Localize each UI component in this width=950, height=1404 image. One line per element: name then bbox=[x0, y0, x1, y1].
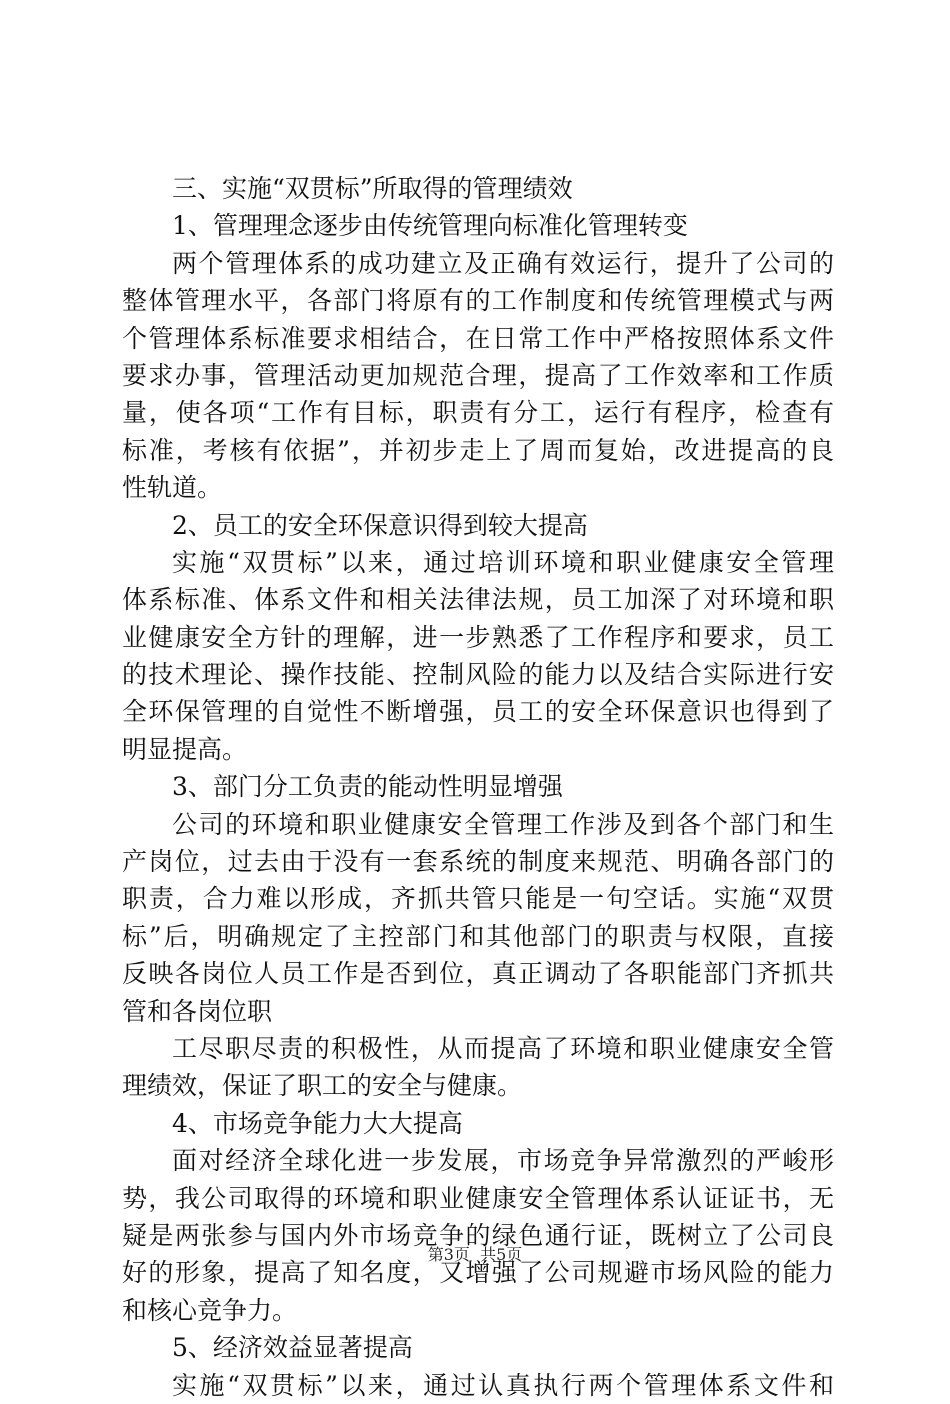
paragraph-line: 产岗位，过去由于没有一套系统的制度来规范、明确各部门的 bbox=[122, 847, 834, 877]
paragraph-line: 整体管理水平，各部门将原有的工作制度和传统管理模式与两 bbox=[122, 286, 834, 316]
paragraph-line: 业健康安全方针的理解，进一步熟悉了工作程序和要求，员工 bbox=[122, 622, 834, 652]
paragraph-first-line: 5、经济效益显著提高 bbox=[172, 1333, 413, 1363]
paragraph-first-line: 面对经济全球化进一步发展，市场竞争异常激烈的严峻形 bbox=[172, 1146, 834, 1176]
paragraph-line: 理绩效，保证了职工的安全与健康。 bbox=[122, 1071, 523, 1101]
paragraph-first-line: 公司的环境和职业健康安全管理工作涉及到各个部门和生 bbox=[172, 809, 834, 839]
paragraph-line: 标准，考核有依据”，并初步走上了周而复始，改进提高的良 bbox=[122, 435, 834, 465]
paragraph-line: 和核心竞争力。 bbox=[122, 1295, 298, 1325]
page-footer bbox=[0, 1243, 950, 1267]
paragraph-line: 标”后，明确规定了主控部门和其他部门的职责与权限，直接 bbox=[122, 921, 834, 951]
paragraph-line: 疑是两张参与国内外市场竞争的绿色通行证，既树立了公司良 bbox=[122, 1220, 834, 1250]
paragraph-line: 反映各岗位人员工作是否到位，真正调动了各职能部门齐抓共 bbox=[122, 959, 834, 989]
paragraph-line: 体系标准、体系文件和相关法律法规，员工加深了对环境和职 bbox=[122, 585, 834, 615]
paragraph-line: 职责，合力难以形成，齐抓共管只能是一句空话。实施“双贯 bbox=[122, 884, 834, 914]
paragraph-first-line: 工尽职尽责的积极性，从而提高了环境和职业健康安全管 bbox=[172, 1033, 834, 1063]
paragraph-first-line: 实施“双贯标”以来，通过认真执行两个管理体系文件和 bbox=[172, 1370, 834, 1400]
paragraph-first-line: 4、市场竞争能力大大提高 bbox=[172, 1108, 463, 1138]
paragraph-line: 好的形象，提高了知名度，又增强了公司规避市场风险的能力 bbox=[122, 1258, 834, 1288]
paragraph-line: 明显提高。 bbox=[122, 734, 248, 764]
paragraph-line: 性轨道。 bbox=[122, 473, 223, 503]
paragraph-first-line: 3、部门分工负责的能动性明显增强 bbox=[172, 772, 563, 802]
paragraph-line: 管和各岗位职 bbox=[122, 996, 273, 1026]
paragraph-line: 个管理体系标准要求相结合，在日常工作中严格按照体系文件 bbox=[122, 323, 834, 353]
paragraph-line: 全环保管理的自觉性不断增强，员工的安全环保意识也得到了 bbox=[122, 697, 834, 727]
paragraph-first-line: 2、员工的安全环保意识得到较大提高 bbox=[172, 510, 588, 540]
paragraph-first-line: 1、管理理念逐步由传统管理向标准化管理转变 bbox=[172, 211, 688, 241]
paragraph-first-line: 实施“双贯标”以来，通过培训环境和职业健康安全管理 bbox=[172, 547, 834, 577]
paragraph-line: 势，我公司取得的环境和职业健康安全管理体系认证证书，无 bbox=[122, 1183, 834, 1213]
paragraph-first-line: 三、实施“双贯标”所取得的管理绩效 bbox=[172, 174, 573, 203]
paragraph-line: 量，使各项“工作有目标，职责有分工，运行有程序，检查有 bbox=[122, 398, 834, 428]
document-body bbox=[122, 170, 834, 1404]
paragraph-first-line: 两个管理体系的成功建立及正确有效运行，提升了公司的 bbox=[172, 248, 834, 278]
paragraph-line: 的技术理论、操作技能、控制风险的能力以及结合实际进行安 bbox=[122, 660, 834, 690]
page-number-label: 第3页 共5页 bbox=[427, 1245, 523, 1264]
paragraph-line: 要求办事，管理活动更加规范合理，提高了工作效率和工作质 bbox=[122, 360, 834, 390]
